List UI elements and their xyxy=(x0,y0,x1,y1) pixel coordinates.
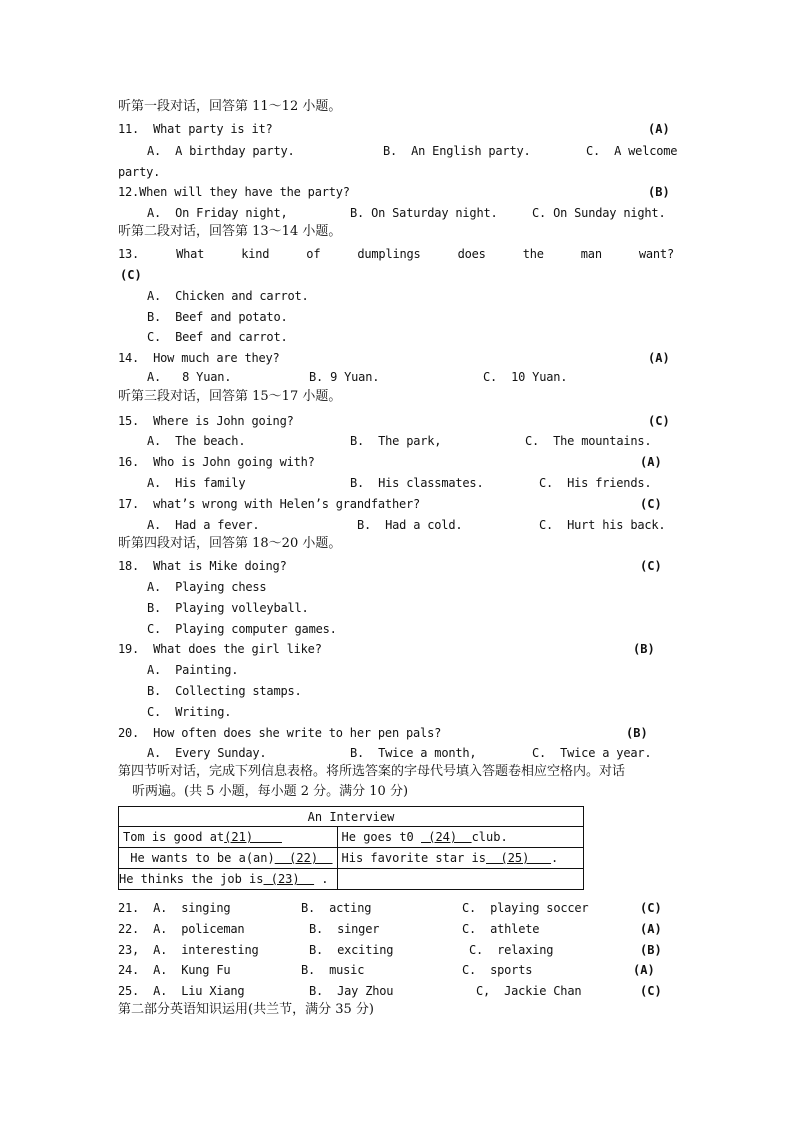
q20-answer: (B) xyxy=(626,726,648,740)
opt22-answer: (A) xyxy=(640,922,662,936)
q17-answer: (C) xyxy=(640,497,662,511)
q17-option-a: A. Had a fever. xyxy=(147,518,260,532)
q13-option-a: A. Chicken and carrot. xyxy=(147,289,309,303)
part2-heading: 第二部分英语知识运用(共兰节，满分 35 分) xyxy=(118,1002,374,1017)
cell-21-label: Tom is good at xyxy=(123,830,225,844)
cell-24-suffix: club. xyxy=(471,830,508,844)
blank-21: (21) xyxy=(224,830,282,844)
blank-23: (23) xyxy=(263,872,315,886)
opt21-answer: (C) xyxy=(640,901,662,915)
q14-option-a: A. 8 Yuan. xyxy=(147,370,232,384)
q11-option-b: B. An English party. xyxy=(383,144,531,158)
opt21-b: B. acting xyxy=(301,901,372,915)
q13-word: does xyxy=(457,247,486,261)
q13-word: want? xyxy=(638,247,674,261)
q13-word: of xyxy=(306,247,321,261)
opt23-b: B. exciting xyxy=(309,943,394,957)
interview-table-title: An Interview xyxy=(119,807,584,827)
section3-heading: 听第三段对话，回答第 15～17 小题。 xyxy=(118,389,342,404)
table-cell-21 xyxy=(119,827,338,848)
opt23-a: 23, A. interesting xyxy=(118,943,259,957)
q16-text: 16. Who is John going with? xyxy=(118,455,315,469)
blank-24: (24) xyxy=(421,830,472,844)
opt22-a: 22. A. policeman xyxy=(118,922,245,936)
q17-option-b: B. Had a cold. xyxy=(357,518,463,532)
q13-word: kind xyxy=(241,247,270,261)
q11-option-a: A. A birthday party. xyxy=(147,144,295,158)
q18-option-b: B. Playing volleyball. xyxy=(147,601,309,615)
opt24-answer: (A) xyxy=(633,963,655,977)
part4-instructions-line2: 听两遍。(共 5 小题，每小题 2 分。满分 10 分) xyxy=(132,784,409,799)
q15-text: 15. Where is John going? xyxy=(118,414,294,428)
opt25-b: B. Jay Zhou xyxy=(309,984,394,998)
q19-answer: (B) xyxy=(633,642,655,656)
q16-answer: (A) xyxy=(640,455,662,469)
opt21-a: 21. A. singing xyxy=(118,901,231,915)
opt24-b: B. music xyxy=(301,963,365,977)
q15-answer: (C) xyxy=(648,414,670,428)
section2-heading: 听第二段对话，回答第 13～14 小题。 xyxy=(118,224,342,239)
q17-option-c: C. Hurt his back. xyxy=(539,518,666,532)
q20-option-c: C. Twice a year. xyxy=(532,746,652,760)
q12-option-b: B. On Saturday night. xyxy=(350,206,498,220)
q14-text: 14. How much are they? xyxy=(118,351,280,365)
q12-option-c: C. On Sunday night. xyxy=(532,206,666,220)
q11-text: 11. What party is it? xyxy=(118,122,273,136)
opt24-a: 24. A. Kung Fu xyxy=(118,963,231,977)
q17-text: 17. what’s wrong with Helen’s grandfather? xyxy=(118,497,421,511)
cell-22-label: He wants to be a(an) xyxy=(123,851,275,865)
table-cell-empty xyxy=(337,869,583,890)
q11-option-c: C. A welcome xyxy=(586,144,678,158)
q13-word: the xyxy=(522,247,544,261)
q13-option-c: C. Beef and carrot. xyxy=(147,330,288,344)
q13-word: 13. xyxy=(118,247,140,261)
cell-23-label: He thinks the job is xyxy=(119,872,264,886)
q20-option-a: A. Every Sunday. xyxy=(147,746,267,760)
section1-heading: 听第一段对话，回答第 11～12 小题。 xyxy=(118,99,342,114)
q16-option-c: C. His friends. xyxy=(539,476,652,490)
cell-25-label: His favorite star is xyxy=(341,851,487,865)
q18-option-c: C. Playing computer games. xyxy=(147,622,337,636)
q19-option-b: B. Collecting stamps. xyxy=(147,684,302,698)
opt22-c: C. athlete xyxy=(462,922,540,936)
q16-option-b: B. His classmates. xyxy=(350,476,484,490)
table-cell-23 xyxy=(119,869,338,890)
q12-text: 12.When will they have the party? xyxy=(118,185,350,199)
q15-option-b: B. The park, xyxy=(350,434,442,448)
table-cell-22 xyxy=(119,848,338,869)
q11-answer: (A) xyxy=(648,122,670,136)
cell-23-suffix: . xyxy=(314,872,329,886)
q13-text xyxy=(118,246,674,262)
part4-instructions-line1: 第四节听对话，完成下列信息表格。将所选答案的字母代号填入答题卷相应空格内。对话 xyxy=(118,764,626,779)
opt25-c: C, Jackie Chan xyxy=(476,984,582,998)
q16-option-a: A. His family xyxy=(147,476,246,490)
q15-option-c: C. The mountains. xyxy=(525,434,652,448)
opt22-b: B. singer xyxy=(309,922,380,936)
q11-option-c-continued: party. xyxy=(118,165,161,179)
q14-option-b: B. 9 Yuan. xyxy=(309,370,380,384)
q20-option-b: B. Twice a month, xyxy=(350,746,477,760)
q15-option-a: A. The beach. xyxy=(147,434,246,448)
cell-24-label: He goes t0 xyxy=(341,830,421,844)
opt25-answer: (C) xyxy=(640,984,662,998)
q13-word: dumplings xyxy=(357,247,421,261)
opt23-c: C. relaxing xyxy=(469,943,554,957)
interview-table xyxy=(118,806,584,890)
q12-option-a: A. On Friday night, xyxy=(147,206,288,220)
blank-25: (25) xyxy=(486,851,552,865)
opt23-answer: (B) xyxy=(640,943,662,957)
q19-option-a: A. Painting. xyxy=(147,663,239,677)
q13-option-b: B. Beef and potato. xyxy=(147,310,288,324)
q13-answer: (C) xyxy=(120,268,142,282)
blank-22: (22) xyxy=(274,851,333,865)
q19-text: 19. What does the girl like? xyxy=(118,642,322,656)
q14-answer: (A) xyxy=(648,351,670,365)
section4-heading: 昕第四段对话，回答第 18～20 小题。 xyxy=(118,536,342,551)
table-cell-24 xyxy=(337,827,583,848)
q14-option-c: C. 10 Yuan. xyxy=(483,370,568,384)
q18-answer: (C) xyxy=(640,559,662,573)
q19-option-c: C. Writing. xyxy=(147,705,232,719)
table-cell-25 xyxy=(337,848,583,869)
q13-word: man xyxy=(580,247,602,261)
q20-text: 20. How often does she write to her pen pals? xyxy=(118,726,442,740)
q18-text: 18. What is Mike doing? xyxy=(118,559,287,573)
q13-word: What xyxy=(176,247,205,261)
q12-answer: (B) xyxy=(648,185,670,199)
opt24-c: C. sports xyxy=(462,963,533,977)
q18-option-a: A. Playing chess xyxy=(147,580,267,594)
cell-25-suffix: . xyxy=(551,851,559,865)
opt21-c: C. playing soccer xyxy=(462,901,589,915)
opt25-a: 25. A. Liu Xiang xyxy=(118,984,245,998)
